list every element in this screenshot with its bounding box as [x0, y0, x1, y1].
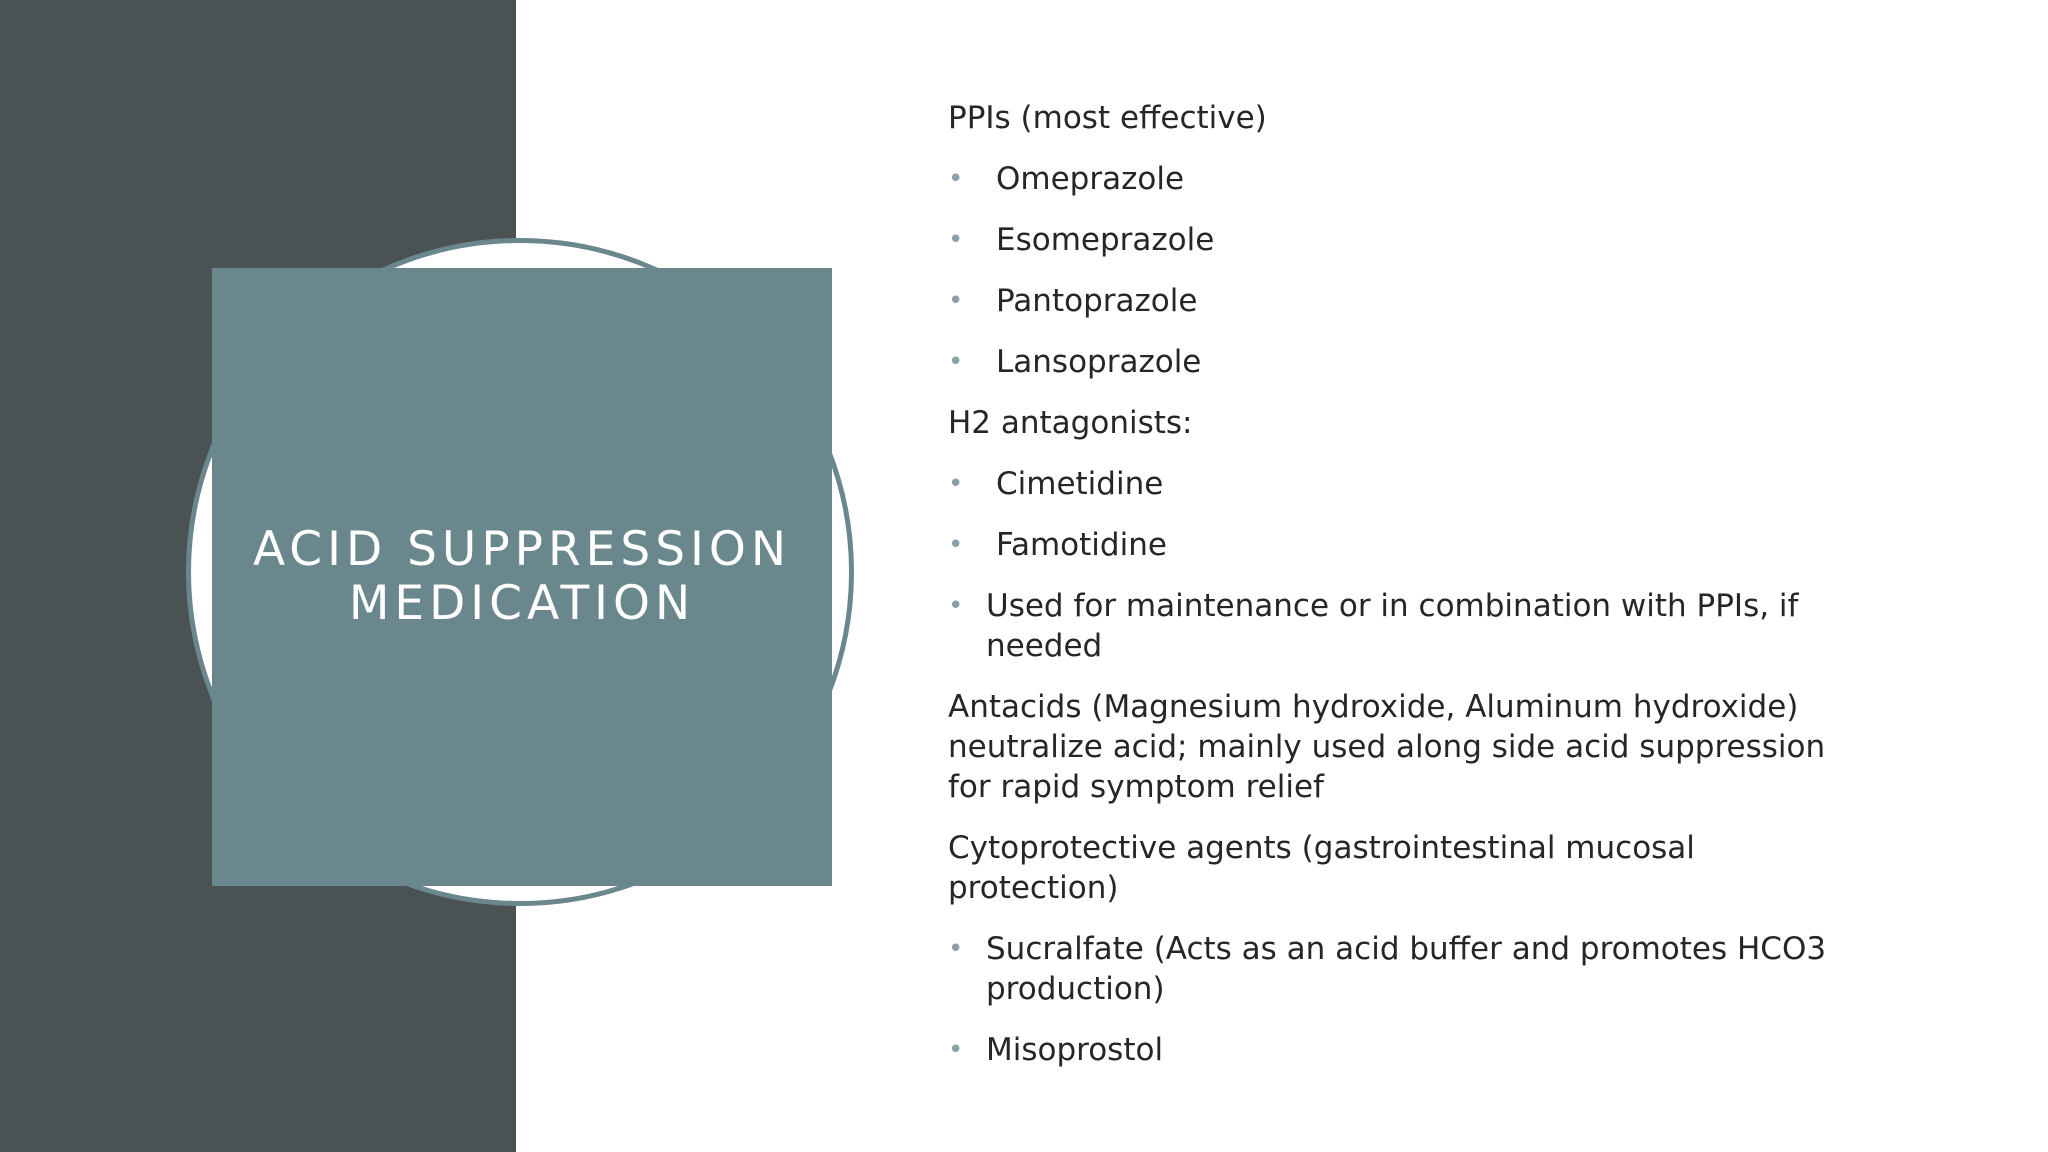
slide-body — [948, 98, 1848, 1091]
cyto-item-sucralfate: Sucralfate (Acts as an acid buffer and promotes HCO3 production) — [986, 931, 1827, 1007]
list-item — [948, 281, 1848, 321]
ppi-heading: PPIs (most effective) — [948, 100, 1267, 136]
bullet-icon: • — [948, 530, 964, 560]
title-panel — [212, 268, 832, 886]
h2-heading: H2 antagonists: — [948, 405, 1193, 441]
h2-item-cimetidine: Cimetidine — [996, 466, 1164, 502]
list-item — [948, 1030, 1848, 1070]
bullet-icon: • — [948, 225, 964, 255]
ppi-item-omeprazole: Omeprazole — [996, 161, 1185, 197]
slide-title: ACID SUPPRESSION MEDICATION — [252, 522, 792, 631]
list-item — [948, 586, 1848, 666]
antacids-paragraph: Antacids (Magnesium hydroxide, Aluminum hydroxide) neutralize acid; mainly used along side acid suppression for rapid symptom relief — [948, 689, 1826, 805]
cytoprotective-heading: Cytoprotective agents (gastrointestinal mucosal protection) — [948, 830, 1695, 906]
ppi-item-pantoprazole: Pantoprazole — [996, 283, 1198, 319]
bullet-icon: • — [948, 1035, 964, 1065]
list-item — [948, 220, 1848, 260]
bullet-icon: • — [948, 469, 964, 499]
ppi-item-lansoprazole: Lansoprazole — [996, 344, 1202, 380]
bullet-icon: • — [948, 591, 964, 621]
list-item — [948, 929, 1848, 1009]
bullet-icon: • — [948, 347, 964, 377]
list-item — [948, 464, 1848, 504]
list-item — [948, 342, 1848, 382]
bullet-icon: • — [948, 286, 964, 316]
ppi-item-esomeprazole: Esomeprazole — [996, 222, 1215, 258]
bullet-icon: • — [948, 934, 964, 964]
list-item — [948, 525, 1848, 565]
h2-item-famotidine: Famotidine — [996, 527, 1167, 563]
list-item — [948, 159, 1848, 199]
bullet-icon: • — [948, 164, 964, 194]
cyto-item-misoprostol: Misoprostol — [986, 1032, 1164, 1068]
h2-item-maintenance: Used for maintenance or in combination with PPIs, if needed — [986, 588, 1799, 664]
